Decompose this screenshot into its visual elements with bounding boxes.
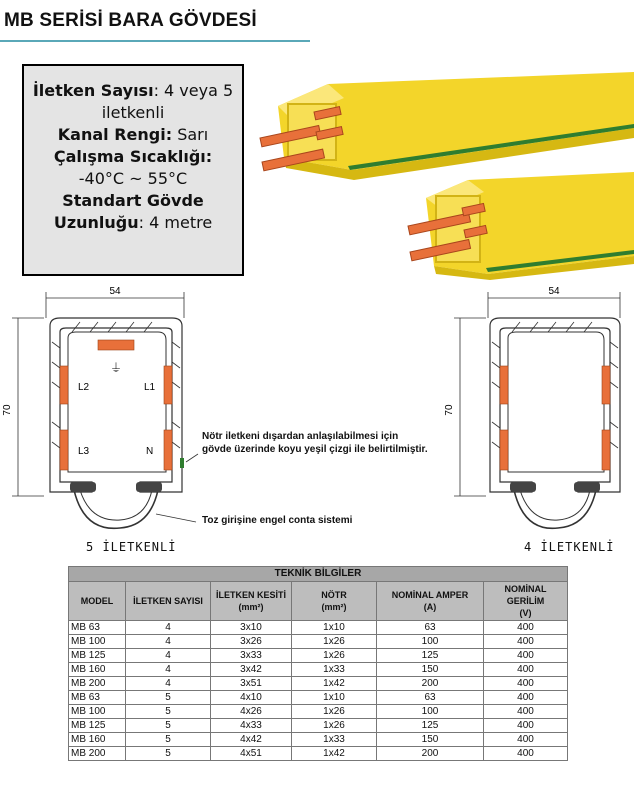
caption-5-conductor: 5 İLETKENLİ: [86, 540, 177, 554]
neutral-leader: [186, 454, 198, 462]
label-n: N: [146, 446, 154, 457]
col-header-cross-section: İLETKEN KESİTİ (mm²): [211, 582, 292, 621]
seal-leader: [156, 514, 196, 522]
conductor-l2: [60, 366, 68, 404]
col-header-nominal-voltage: NOMİNAL GERİLİM (V): [484, 582, 568, 621]
col-header-conductor-count: İLETKEN SAYISI: [126, 582, 211, 621]
neutral-stripe-5: [180, 458, 184, 468]
table-row: MB 160 4 3x42 1x33 150 400: [69, 663, 568, 677]
height-dim-5: 70: [2, 404, 13, 416]
standard-length-line: [30, 190, 236, 234]
label-l2: L2: [78, 382, 90, 393]
busbar-lower-illustration: [408, 172, 634, 280]
conductor-4-d: [602, 430, 610, 470]
conductor-count-value: : 4 veya 5 iletkenli: [101, 81, 234, 122]
width-dim-5: 54: [109, 286, 121, 297]
table-row: MB 100 5 4x26 1x26 100 400: [69, 705, 568, 719]
caption-4-conductor: 4 İLETKENLİ: [524, 540, 615, 554]
conductor-4-a: [500, 366, 508, 404]
technical-specs-table: [68, 566, 568, 761]
conductor-count-label: İletken Sayısı: [32, 81, 154, 100]
section-4-conductor: [454, 292, 620, 528]
table-row: MB 63 5 4x10 1x10 63 400: [69, 691, 568, 705]
conductor-4-b: [602, 366, 610, 404]
table-row: MB 160 5 4x42 1x33 150 400: [69, 733, 568, 747]
seal-note: Toz girişine engel conta sistemi: [202, 515, 353, 526]
page-title: MB SERİSİ BARA GÖVDESİ: [4, 10, 257, 31]
operating-temp-label: Çalışma Sıcaklığı:: [53, 147, 213, 166]
table-row: MB 125 4 3x33 1x26 125 400: [69, 649, 568, 663]
conductor-top: [98, 340, 134, 350]
conductor-l1: [164, 366, 172, 404]
col-header-model: MODEL: [69, 582, 126, 621]
col-header-neutral: NÖTR (mm²): [292, 582, 377, 621]
ground-symbol: ⏚: [109, 361, 123, 375]
busbar-product-illustration: [258, 58, 634, 280]
conductor-4-c: [500, 430, 508, 470]
table-row: MB 63 4 3x10 1x10 63 400: [69, 621, 568, 635]
table-title: TEKNİK BİLGİLER: [69, 567, 568, 582]
conductor-count-line: [30, 80, 236, 124]
operating-temp-line: [30, 146, 236, 190]
title-underline: [0, 40, 310, 42]
neutral-note-line-2: gövde üzerinde koyu yeşil çizgi ile belirtilmiştir.: [202, 444, 428, 455]
conductor-n: [164, 430, 172, 470]
neutral-note: [202, 430, 452, 456]
standard-length-label: Standart Gövde Uzunluğu: [53, 191, 204, 232]
channel-color-label: Kanal Rengi:: [57, 125, 173, 144]
table-row: MB 200 5 4x51 1x42 200 400: [69, 747, 568, 761]
neutral-note-line-1: Nötr iletkeni dışardan anlaşılabilmesi için: [202, 431, 399, 442]
spec-summary-box: [22, 64, 244, 276]
table-row: MB 100 4 3x26 1x26 100 400: [69, 635, 568, 649]
channel-color-line: [30, 124, 236, 146]
busbar-upper-illustration: [260, 72, 634, 180]
table-row: MB 125 5 4x33 1x26 125 400: [69, 719, 568, 733]
width-dim-4: 54: [548, 286, 560, 297]
label-l1: L1: [144, 382, 156, 393]
channel-color-value: Sarı: [172, 125, 209, 144]
conductor-l3: [60, 430, 68, 470]
table-row: MB 200 4 3x51 1x42 200 400: [69, 677, 568, 691]
operating-temp-value: -40°C ~ 55°C: [78, 169, 188, 188]
section-5-conductor: [12, 292, 184, 528]
standard-length-value: : 4 metre: [138, 213, 213, 232]
label-l3: L3: [78, 446, 90, 457]
height-dim-4: 70: [444, 404, 455, 416]
col-header-nominal-amp: NOMİNAL AMPER (A): [377, 582, 484, 621]
